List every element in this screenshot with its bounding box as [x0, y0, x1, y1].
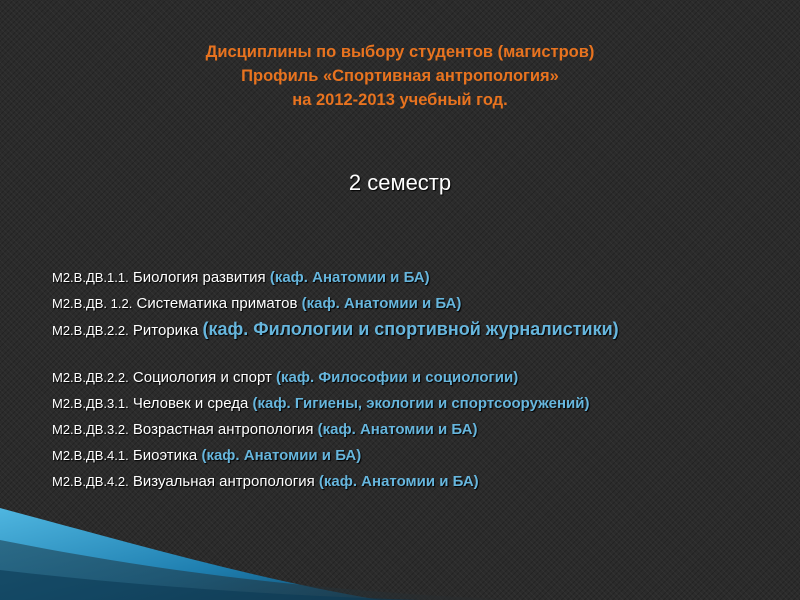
- discipline-department: (каф. Анатомии и БА): [317, 421, 478, 438]
- discipline-row: [52, 417, 782, 443]
- discipline-department: (каф. Философии и социологии): [276, 369, 519, 386]
- discipline-row: [52, 365, 782, 391]
- discipline-department: (каф. Гигиены, экологии и спортсооружений): [252, 395, 590, 412]
- discipline-code: М2.В.ДВ.2.2.: [52, 370, 129, 385]
- slide-heading: [0, 40, 800, 112]
- heading-line-2: Профиль «Спортивная антропология»: [241, 67, 559, 85]
- semester-title: 2 семестр: [348, 170, 452, 195]
- discipline-row: [52, 291, 782, 317]
- discipline-title: Биология развития: [128, 269, 270, 286]
- discipline-title: Риторика: [128, 322, 203, 339]
- discipline-code: М2.В.ДВ.4.1.: [52, 448, 129, 463]
- discipline-code: М2.В.ДВ.3.2.: [52, 422, 129, 437]
- discipline-row: [52, 469, 782, 495]
- heading-line-3: на 2012-2013 учебный год.: [292, 91, 508, 109]
- discipline-department: (каф. Анатомии и БА): [301, 295, 462, 312]
- discipline-code: М2.В.ДВ.4.2.: [52, 474, 129, 489]
- discipline-department: (каф. Филологии и спортивной журналистики): [202, 319, 619, 339]
- discipline-code: М2.В.ДВ.1.1.: [52, 270, 129, 285]
- discipline-row: [52, 265, 782, 291]
- discipline-title: Социология и спорт: [128, 369, 277, 386]
- discipline-department: (каф. Анатомии и БА): [201, 447, 362, 464]
- discipline-title: Человек и среда: [128, 395, 253, 412]
- discipline-row: [52, 317, 782, 365]
- discipline-code: М2.В.ДВ.3.1.: [52, 396, 129, 411]
- discipline-department: (каф. Анатомии и БА): [318, 473, 479, 490]
- decorative-wave: [0, 500, 800, 600]
- discipline-list: [52, 265, 782, 495]
- discipline-row: [52, 443, 782, 469]
- discipline-code: М2.В.ДВ.2.2.: [52, 323, 129, 338]
- discipline-department: (каф. Анатомии и БА): [269, 269, 430, 286]
- discipline-code: М2.В.ДВ. 1.2.: [52, 296, 133, 311]
- heading-line-1: Дисциплины по выбору студентов (магистров): [205, 43, 595, 61]
- discipline-title: Возрастная антропология: [128, 421, 318, 438]
- discipline-title: Систематика приматов: [132, 295, 302, 312]
- discipline-title: Визуальная антропология: [128, 473, 319, 490]
- discipline-row: [52, 391, 782, 417]
- discipline-title: Биоэтика: [128, 447, 202, 464]
